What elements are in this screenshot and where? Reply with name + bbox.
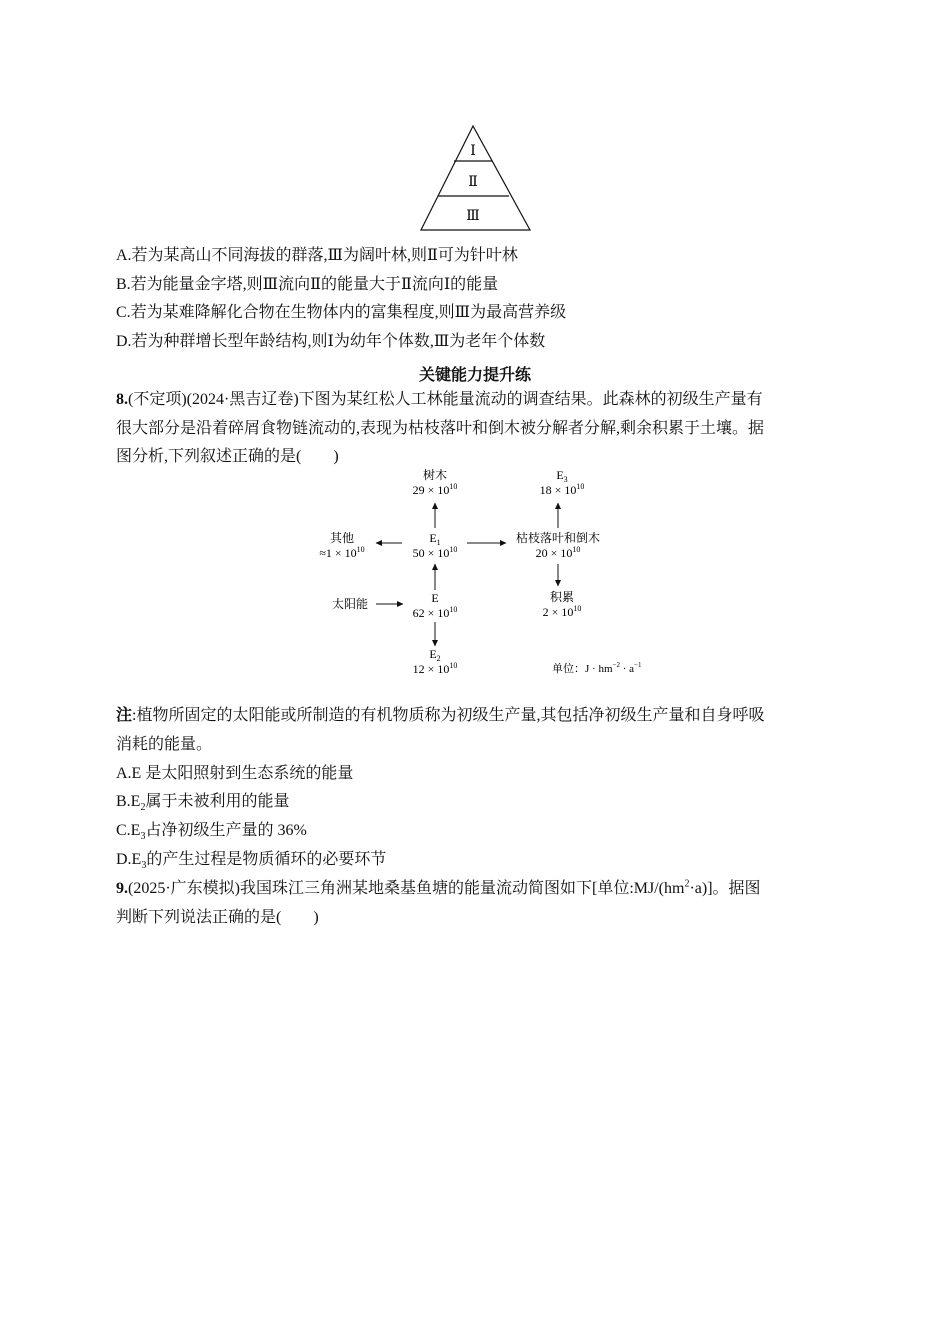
q8-number: 8. [116,391,128,408]
trees-value: $29 \times 10^{10}$ [412,482,458,497]
e2-value: $12 \times 10^{10}$ [412,661,458,676]
accum-label: 积累 [549,590,575,604]
pyramid-level-2: Ⅱ [468,175,478,190]
note-line-1 [116,706,764,726]
note-text-1: :植物所固定的太阳能或所制造的有机物质称为初级生产量,其包括净初级生产量和自身呼吸 [132,707,765,724]
other-label: 其他 [329,531,355,545]
litter-value: $20 \times 10^{10}$ [535,545,581,560]
pyramid-level-1: Ⅰ [470,144,476,159]
q8-option-c: $C.E_3$占净初级生产量的 36% [116,822,307,843]
q8-line-2: 很大部分是沿着碎屑食物链流动的,表现为枯枝落叶和倒木被分解者分解,剩余积累于土壤。据 [116,420,765,437]
q9-number: 9. [116,880,128,897]
q8-text-1: (不定项)(2024·黑吉辽卷)下图为某红松人工林能量流动的调查结果。此森林的初级生产量有 [128,391,763,408]
e1-label: $E_1$ [429,531,441,547]
litter-label: 枯枝落叶和倒木 [515,531,601,545]
e-label: E [431,591,439,605]
e2-label: $E_2$ [429,647,441,663]
q8-option-a: A.E 是太阳照射到生态系统的能量 [116,765,354,782]
e1-value: $50 \times 10^{10}$ [412,545,458,560]
q8-line-1 [116,390,763,410]
e-value: $62 \times 10^{10}$ [412,605,458,620]
trees-label: 树木 [422,468,448,482]
pyramid-diagram [418,122,532,234]
section-heading: 关键能力提升练 [418,367,531,384]
pyramid-level-3: Ⅲ [466,209,480,224]
q8-option-d: $D.E_3$的产生过程是物质循环的必要环节 [116,851,387,872]
other-value: $\approx 1 \times 10^{10}$ [319,545,365,560]
q9-line-2: 判断下列说法正确的是( ) [116,909,319,926]
q7-option-d: D.若为种群增长型年龄结构,则Ⅰ为幼年个体数,Ⅲ为老年个体数 [116,333,546,350]
energy-flow-diagram [300,462,660,680]
note-label: 注 [116,707,133,724]
e3-value: $18 \times 10^{10}$ [539,482,585,497]
q7-option-b: B.若为能量金字塔,则Ⅲ流向Ⅱ的能量大于Ⅱ流向Ⅰ的能量 [116,276,499,293]
q8-option-b: $B.E_2$属于未被利用的能量 [116,793,290,814]
e3-label: $E_3$ [556,468,568,484]
q8-line-3: 图分析,下列叙述正确的是( ) [116,448,339,465]
q7-option-a: A.若为某高山不同海拔的群落,Ⅲ为阔叶林,则Ⅱ可为针叶林 [116,247,518,264]
q9-line-1: 9.(2025·广东模拟)我国珠江三角洲某地桑基鱼塘的能量流动简图如下[单位$:MJ/(hm^2\cdot a)$]。据图 [116,878,761,897]
unit-label: 单位：$J \cdot hm^{-2} \cdot a^{-1}$ [552,661,642,675]
sun-label: 太阳能 [331,597,369,611]
accum-value: $2 \times 10^{10}$ [542,604,582,619]
q7-option-c: C.若为某难降解化合物在生物体内的富集程度,则Ⅲ为最高营养级 [116,304,567,321]
note-line-2: 消耗的能量。 [116,736,213,753]
